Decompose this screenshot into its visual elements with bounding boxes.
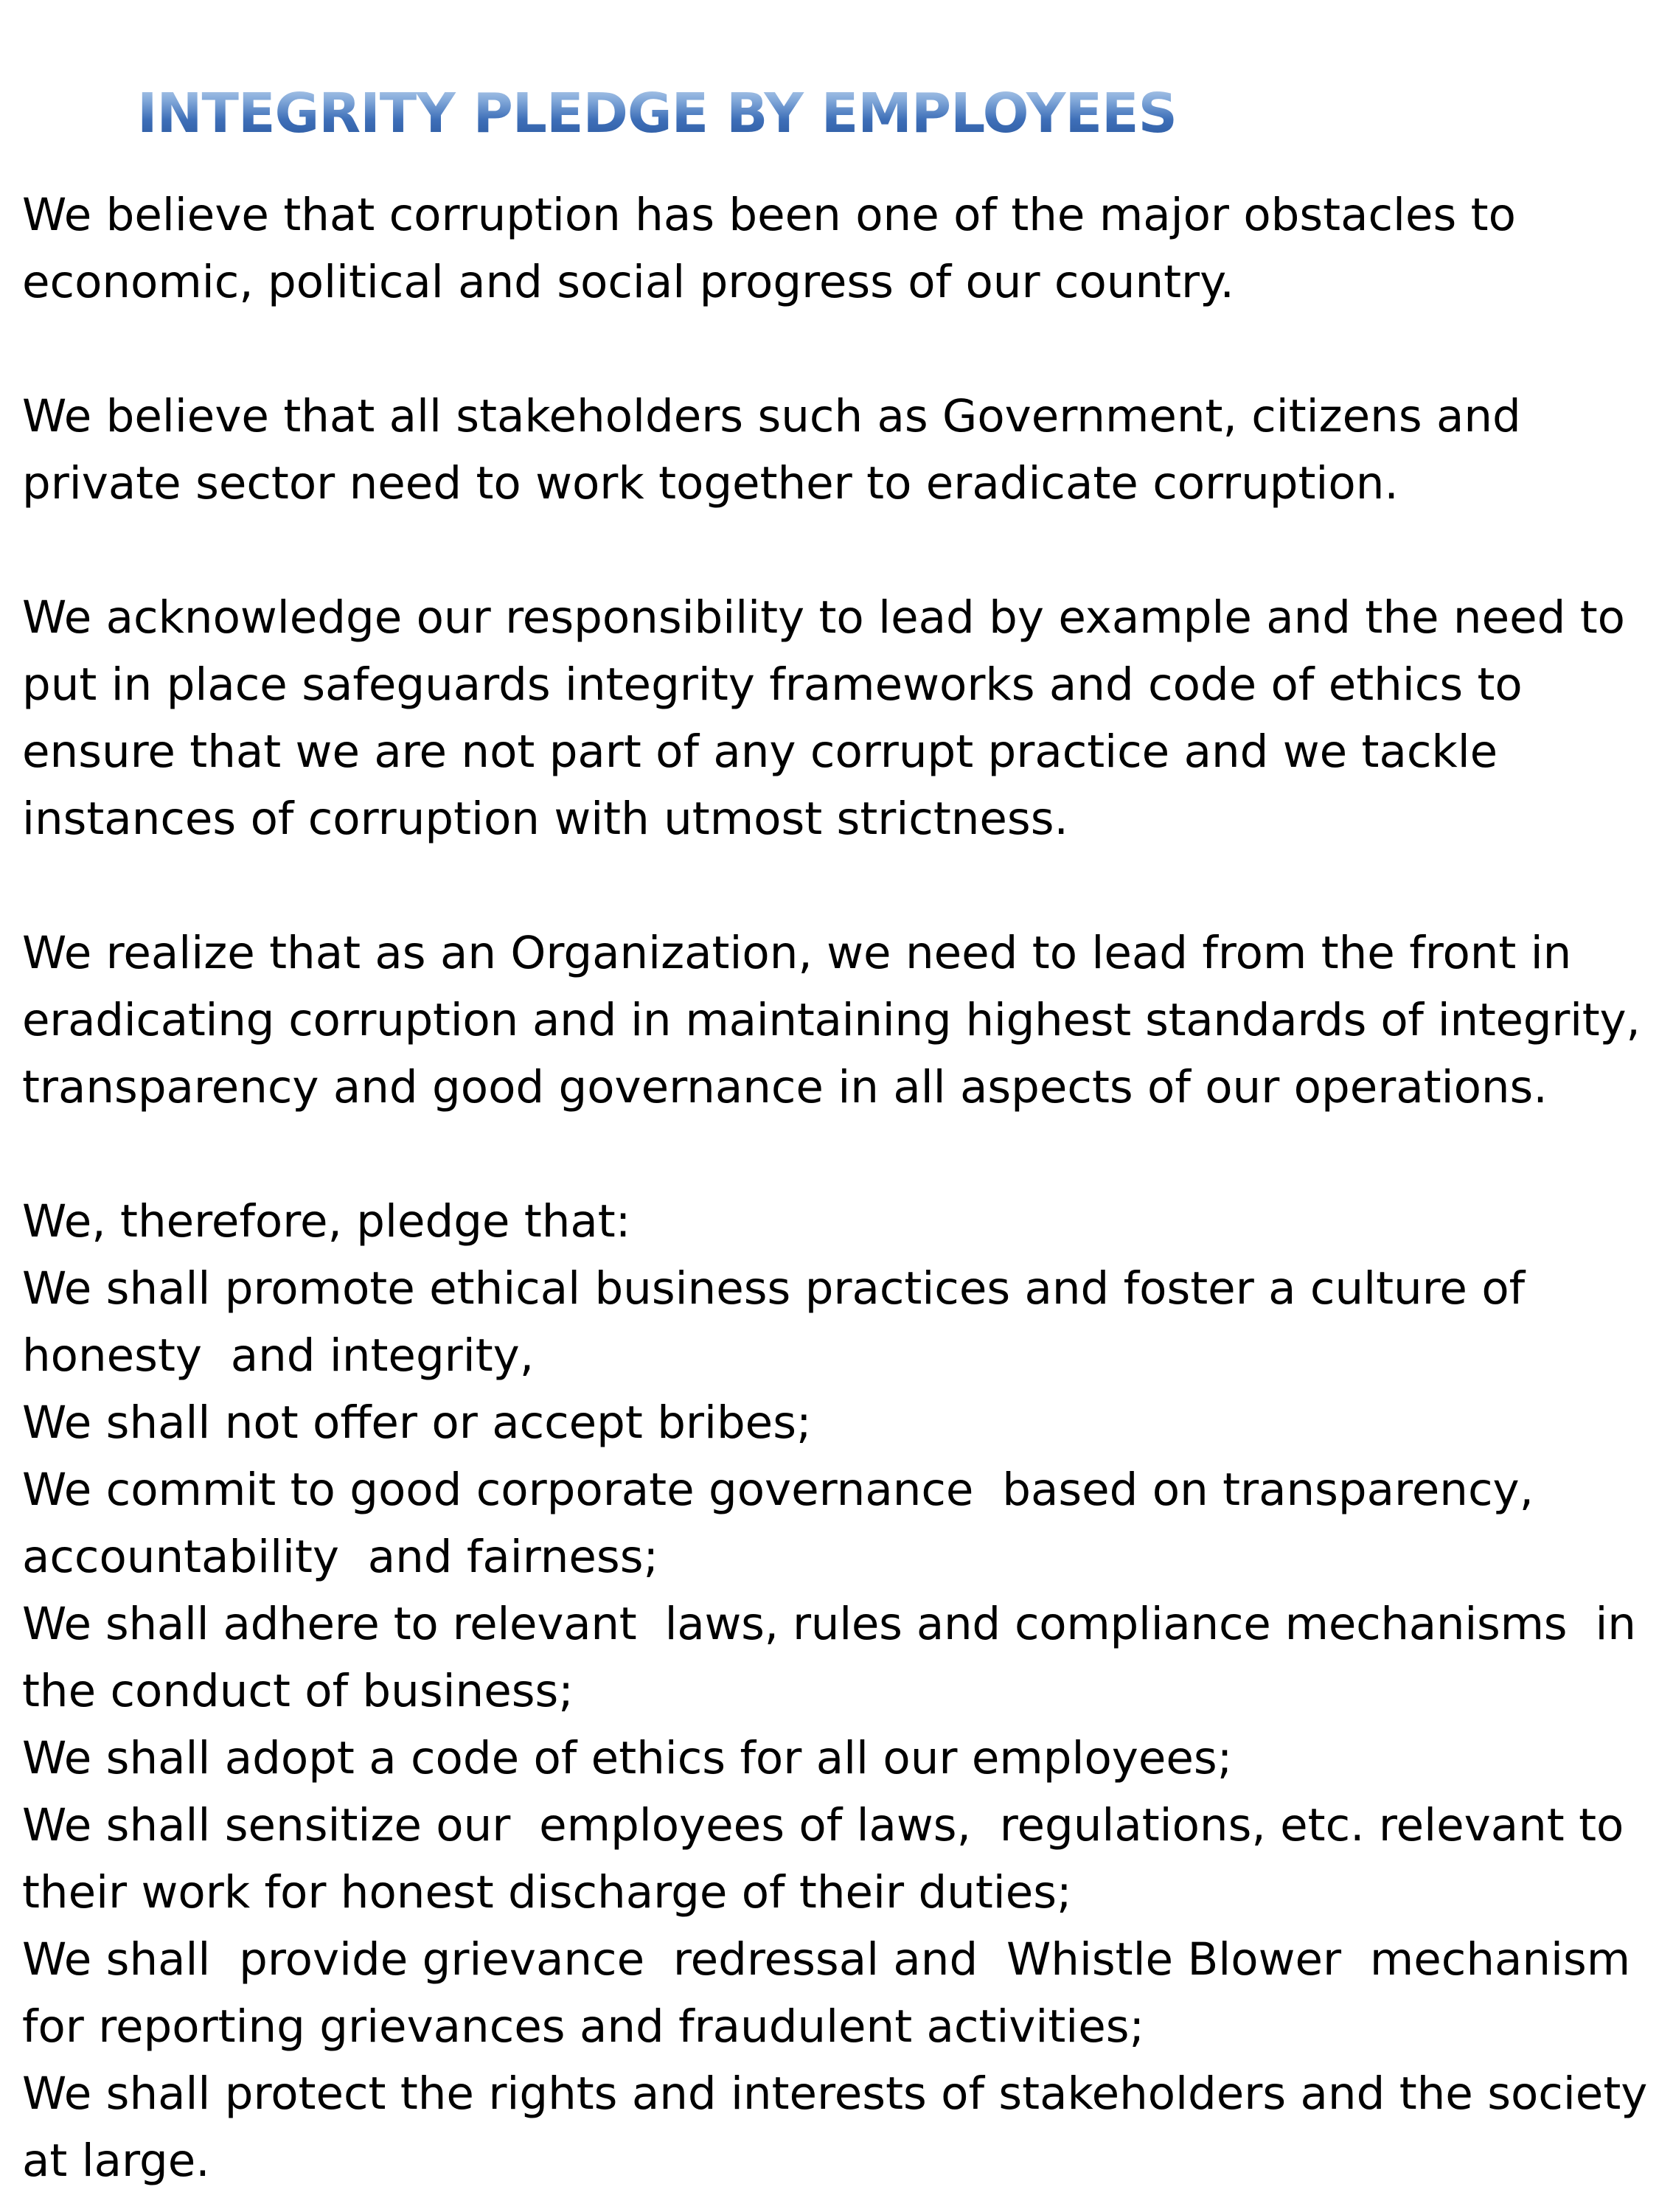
paragraph-organization <box>22 919 1648 1121</box>
paragraph-stakeholders <box>22 383 1648 517</box>
text-line: We realize that as an Organization, we need to lead from the front in <box>22 927 1572 979</box>
text-line: put in place safeguards integrity frameworks and code of ethics to <box>22 658 1523 711</box>
text-line: private sector need to work together to eradicate corruption. <box>22 457 1399 509</box>
pledge-line: for reporting grievances and fraudulent activities; <box>22 2000 1145 2053</box>
pledge-line: We shall provide grievance redressal and Whistle Blower mechanism <box>22 1933 1631 1986</box>
text-line: instances of corruption with utmost strictness. <box>22 793 1068 845</box>
pledge-line: the conduct of business; <box>22 1665 574 1717</box>
text-line: transparency and good governance in all aspects of our operations. <box>22 1061 1548 1113</box>
pledge-line: We shall promote ethical business practices and foster a culture of <box>22 1262 1526 1315</box>
text-line: ensure that we are not part of any corrupt practice and we tackle <box>22 726 1498 778</box>
pledge-intro: We, therefore, pledge that: <box>22 1195 631 1248</box>
page-title: INTEGRITY PLEDGE BY EMPLOYEES <box>137 82 1177 145</box>
pledge-line: We shall protect the rights and interests of stakeholders and the society <box>22 2067 1648 2120</box>
pledge-line: accountability and fairness; <box>22 1531 659 1583</box>
paragraph-responsibility <box>22 584 1648 852</box>
paragraph-spacer <box>22 852 1648 919</box>
paragraph-spacer <box>22 1121 1648 1188</box>
pledge-line: We shall adhere to relevant laws, rules and compliance mechanisms in <box>22 1598 1636 1650</box>
pledge-line: We shall sensitize our employees of laws, regulations, etc. relevant to <box>22 1799 1624 1851</box>
paragraph-spacer <box>22 517 1648 584</box>
paragraph-spacer <box>22 316 1648 383</box>
text-line: eradicating corruption and in maintaining highest standards of integrity, <box>22 994 1641 1046</box>
text-line: economic, political and social progress of our country. <box>22 256 1234 308</box>
pledge-list <box>22 1188 1648 2194</box>
pledge-line: their work for honest discharge of their duties; <box>22 1866 1072 1919</box>
pledge-line: We shall not offer or accept bribes; <box>22 1397 812 1449</box>
pledge-line: honesty and integrity, <box>22 1329 535 1382</box>
text-line: We believe that all stakeholders such as Government, citizens and <box>22 390 1521 442</box>
pledge-line: at large. <box>22 2135 210 2187</box>
paragraph-corruption-obstacle <box>22 181 1648 316</box>
text-line: We acknowledge our responsibility to lead by example and the need to <box>22 591 1625 644</box>
pledge-body <box>22 181 1648 2194</box>
text-line: We believe that corruption has been one of the major obstacles to <box>22 189 1516 241</box>
pledge-line: We commit to good corporate governance based on transparency, <box>22 1464 1534 1516</box>
pledge-line: We shall adopt a code of ethics for all our employees; <box>22 1732 1233 1784</box>
